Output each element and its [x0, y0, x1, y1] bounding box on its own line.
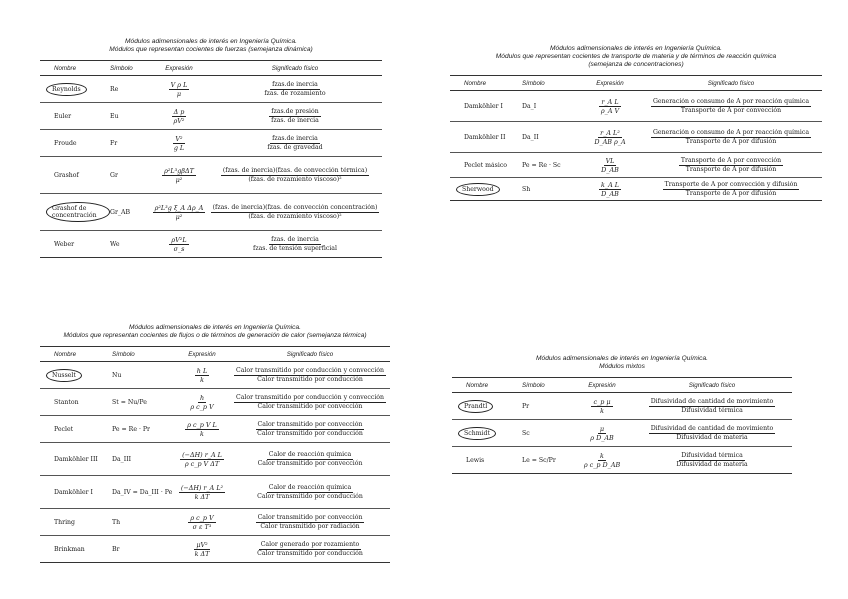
meaning-denominator: Transporte de A por convección [680, 106, 782, 114]
module-meaning [640, 98, 822, 115]
meaning-denominator: Calor transmitido por conducción [257, 549, 363, 557]
panel-termica [40, 324, 390, 563]
meaning-numerator: Transporte de A por convección y difusión [664, 180, 798, 188]
module-expression [572, 425, 632, 442]
meaning-numerator: (fzas. de inercia)(fzas. de convección concentración) [212, 203, 378, 211]
table-row [450, 178, 822, 201]
module-symbol: Sc [522, 429, 530, 437]
module-expression [150, 236, 208, 253]
expression-denominator: ρ c_p D_AB [583, 460, 621, 469]
meaning-numerator: Difusividad térmica [681, 451, 743, 459]
circled-name: Schmidt [458, 427, 496, 440]
expression-numerator: ρ c_p V L [187, 420, 217, 429]
module-meaning [632, 398, 792, 415]
table-row [40, 536, 390, 563]
module-symbol: Gr [110, 171, 118, 179]
meaning-denominator: Calor transmitido por radiación [260, 522, 360, 530]
expression-denominator: D_AB [601, 165, 619, 174]
panel-materia [450, 45, 822, 201]
table [40, 60, 382, 258]
meaning-numerator: fzas. de inercia [271, 235, 319, 243]
meaning-numerator: Calor transmitido por convección [257, 513, 363, 521]
table-row [40, 509, 390, 536]
circled-name: Sherwood [456, 183, 500, 196]
panel-mixtos [452, 355, 792, 474]
module-name: Lewis [466, 456, 485, 464]
module-meaning [640, 129, 822, 146]
module-meaning [230, 484, 390, 501]
expression-numerator: c_p μ [593, 397, 611, 406]
module-name: Peclet másico [464, 161, 508, 169]
table-row [40, 416, 390, 443]
meaning-denominator: fzas. de rozamiento [264, 89, 326, 97]
panel-title: Módulos adimensionales de interés en Ingeniería Química. [129, 324, 301, 331]
circled-name: Nusselt [46, 369, 82, 382]
table-row [40, 231, 382, 258]
expression-numerator: ρ²L³gβΔT [164, 166, 194, 175]
module-symbol: Eu [110, 112, 119, 120]
table [452, 377, 792, 474]
meaning-denominator: Difusividad térmica [681, 406, 743, 414]
table-body [450, 91, 822, 201]
table-header: Nombre Símbolo Expresión Significado físico [40, 351, 390, 362]
expression-numerator: Δ p [173, 107, 185, 116]
table-row [40, 362, 390, 389]
expression-numerator: r_A L² [600, 128, 620, 137]
panel-subtitle: Módulos que representan cocientes de flujos o de términos de generación de calor (semejanza térmica) [63, 332, 367, 339]
meaning-denominator: Calor transmitido por convección [257, 402, 363, 410]
panel-subtitle: Módulos que representan cocientes de fuerzas (semejanza dinámica) [109, 46, 313, 53]
module-meaning [208, 167, 382, 184]
meaning-denominator: (fzas. de rozamiento viscoso)² [248, 175, 342, 183]
meaning-numerator: Difusividad de cantidad de movimiento [650, 397, 774, 405]
module-name: Froude [54, 139, 77, 147]
module-expression [572, 398, 632, 415]
meaning-numerator: Calor de reacción química [268, 483, 352, 491]
table-row [450, 91, 822, 122]
meaning-numerator: Generación o consumo de A por reacción química [652, 128, 810, 136]
module-expression [150, 167, 208, 184]
meaning-denominator: Transporte de A por difusión [685, 165, 777, 173]
expression-denominator: D_AB [601, 189, 619, 198]
module-meaning [230, 514, 390, 531]
table-row [40, 389, 390, 416]
module-expression [572, 452, 632, 469]
module-meaning [632, 452, 792, 469]
module-name: Thring [54, 518, 75, 526]
meaning-denominator: Difusividad de materia [676, 433, 748, 441]
module-name [40, 369, 112, 382]
meaning-numerator: Transporte de A por convección [680, 156, 782, 164]
meaning-numerator: fzas.de presión [271, 107, 319, 115]
expression-numerator: μV² [196, 540, 208, 549]
module-symbol: Sh [522, 185, 531, 193]
expression-denominator: μ [176, 89, 182, 98]
meaning-numerator: fzas.de inercia [272, 80, 318, 88]
module-expression [150, 135, 208, 152]
table-row [450, 153, 822, 178]
module-meaning [230, 367, 390, 384]
module-expression [174, 514, 230, 531]
table-body [40, 362, 390, 563]
table-row [40, 443, 390, 476]
meaning-numerator: Generación o consumo de A por reacción química [652, 97, 810, 105]
panel-subtitle-2: (semejanza de concentraciones) [588, 61, 684, 68]
table-body [452, 393, 792, 474]
circled-name: Prandtl [458, 400, 493, 413]
meaning-numerator: Calor generado por rozamiento [260, 540, 360, 548]
circled-name: Grashof de concentración [46, 202, 110, 222]
meaning-denominator: fzas. de inercia [271, 116, 319, 124]
module-name [40, 83, 110, 96]
module-name [452, 427, 522, 440]
expression-numerator: k_A L [601, 180, 619, 189]
expression-numerator: V ρ L [170, 80, 188, 89]
meaning-numerator: Calor transmitido por convección [257, 420, 363, 428]
module-meaning [230, 421, 390, 438]
module-expression [174, 484, 230, 501]
expression-denominator: D_AB ρ_A [594, 137, 626, 146]
table-row [40, 130, 382, 157]
module-meaning [230, 541, 390, 558]
expression-denominator: g L [173, 143, 185, 152]
expression-denominator: k ΔT [194, 549, 210, 558]
module-expression [150, 204, 208, 221]
table-body [40, 76, 382, 258]
expression-denominator: σ_s [173, 244, 185, 253]
expression-denominator: σ ε T³ [192, 522, 212, 531]
table-row [450, 122, 822, 153]
expression-denominator: ρ D_AB [590, 433, 614, 442]
module-name [450, 183, 522, 196]
table-row [40, 76, 382, 103]
module-name: Euler [54, 112, 72, 120]
module-name: Damköhler III [54, 455, 98, 463]
expression-denominator: k ΔT [194, 492, 210, 501]
module-symbol: Pe = Re · Pr [112, 425, 151, 433]
panel-title: Módulos adimensionales de interés en Ingeniería Química. [536, 355, 708, 362]
expression-denominator: k [600, 406, 604, 415]
module-symbol: Nu [112, 371, 122, 379]
table-row [452, 447, 792, 474]
table [450, 75, 822, 201]
expression-numerator: k [600, 451, 604, 460]
module-symbol: Pe = Re · Sc [522, 161, 561, 169]
expression-denominator: ρV² [173, 116, 185, 125]
meaning-numerator: Difusividad de cantidad de movimiento [650, 424, 774, 432]
module-name [452, 400, 522, 413]
expression-numerator: h L [196, 366, 208, 375]
panel-fuerzas [40, 38, 382, 258]
meaning-denominator: Transporte de A por difusión [685, 189, 777, 197]
expression-denominator: μ² [175, 212, 183, 221]
table [40, 346, 390, 563]
meaning-numerator: Calor transmitido por conducción y convección [235, 366, 385, 374]
expression-denominator: k [200, 429, 204, 438]
expression-denominator: k [200, 375, 204, 384]
module-meaning [640, 157, 822, 174]
circled-name: Reynolds [46, 83, 87, 96]
module-name: Peclet [54, 425, 74, 433]
module-symbol: Gr_AB [110, 208, 131, 216]
module-meaning [208, 204, 382, 221]
module-name: Damköhler II [464, 133, 506, 141]
module-symbol: Br [112, 545, 120, 553]
module-meaning [208, 236, 382, 253]
module-expression [150, 108, 208, 125]
module-name: Stanton [54, 398, 79, 406]
module-expression [580, 157, 640, 174]
module-expression [174, 367, 230, 384]
table-row [452, 393, 792, 420]
expression-numerator: h [199, 393, 205, 402]
meaning-numerator: Calor transmitido por conducción y convección [235, 393, 385, 401]
module-meaning [230, 394, 390, 411]
module-symbol: Da_IV = Da_III · Pe [112, 488, 173, 496]
table-header: Nombre Símbolo Expresión Significado físico [40, 65, 382, 76]
expression-numerator: (−ΔH) r_A L [182, 450, 222, 459]
table-header: Nombre Símbolo Expresión Significado físico [452, 382, 792, 393]
table-row [40, 194, 382, 231]
module-symbol: Pr [522, 402, 530, 410]
meaning-denominator: (fzas. de rozamiento viscoso)² [248, 212, 342, 220]
module-expression [150, 81, 208, 98]
table-row [40, 476, 390, 509]
table-row [40, 157, 382, 194]
module-symbol: Le = Sc/Pr [522, 456, 556, 464]
meaning-denominator: Transporte de A por difusión [685, 137, 777, 145]
meaning-denominator: Calor transmitido por conducción [257, 429, 363, 437]
expression-numerator: ρ c_p V [190, 513, 214, 522]
module-symbol: Da_I [522, 102, 537, 110]
module-name: Grashof [54, 171, 79, 179]
module-meaning [230, 451, 390, 468]
module-expression [174, 541, 230, 558]
expression-denominator: ρ c_p V [190, 402, 214, 411]
module-name: Weber [54, 240, 75, 248]
panel-title: Módulos adimensionales de interés en Ingeniería Química. [550, 45, 722, 52]
module-symbol: We [110, 240, 120, 248]
meaning-numerator: (fzas. de inercia)(fzas. de convección térmica) [222, 166, 368, 174]
module-expression [174, 421, 230, 438]
meaning-denominator: fzas. de tensión superficial [253, 244, 337, 252]
table-row [40, 103, 382, 130]
module-symbol: Re [110, 85, 119, 93]
module-meaning [208, 135, 382, 152]
meaning-numerator: Calor de reacción química [268, 450, 352, 458]
expression-denominator: ρ c_p V ΔT [184, 459, 220, 468]
meaning-denominator: fzas. de gravedad [267, 143, 323, 151]
panel-subtitle: Módulos que representan cocientes de transporte de materia y de términos de reacción química [495, 53, 777, 60]
module-meaning [632, 425, 792, 442]
module-name: Damköhler I [54, 488, 93, 496]
expression-numerator: (−ΔH) r_A L² [180, 483, 224, 492]
expression-numerator: r_A L [601, 97, 619, 106]
module-expression [580, 129, 640, 146]
module-symbol: St = Nu/Pe [112, 398, 147, 406]
table-header: Nombre Símbolo Expresión Significado físico [450, 80, 822, 91]
module-expression [580, 181, 640, 198]
meaning-denominator: Calor transmitido por conducción [257, 375, 363, 383]
expression-denominator: μ² [175, 175, 183, 184]
module-symbol: Fr [110, 139, 118, 147]
module-name [40, 202, 110, 222]
expression-numerator: μ [599, 424, 605, 433]
module-meaning [208, 81, 382, 98]
module-meaning [208, 108, 382, 125]
expression-denominator: ρ_A V [600, 106, 620, 115]
module-symbol: Da_III [112, 455, 132, 463]
module-expression [174, 394, 230, 411]
table-row [452, 420, 792, 447]
panel-subtitle: Módulos mixtos [599, 363, 645, 370]
meaning-denominator: Difusividad de materia [676, 460, 748, 468]
expression-numerator: ρV²L [171, 235, 187, 244]
module-name: Brinkman [54, 545, 85, 553]
meaning-numerator: fzas.de inercia [272, 134, 318, 142]
module-name: Damköhler I [464, 102, 503, 110]
panel-title: Módulos adimensionales de interés en Ingeniería Química. [125, 38, 297, 45]
module-symbol: Da_II [522, 133, 539, 141]
module-meaning [640, 181, 822, 198]
module-symbol: Th [112, 518, 121, 526]
expression-numerator: VL [605, 156, 615, 165]
expression-numerator: ρ²L³g ξ_A Δρ_A [154, 203, 204, 212]
module-expression [174, 451, 230, 468]
expression-numerator: V² [175, 134, 183, 143]
meaning-denominator: Calor transmitido por conducción [257, 492, 363, 500]
module-expression [580, 98, 640, 115]
meaning-denominator: Calor transmitido por convección [257, 459, 363, 467]
